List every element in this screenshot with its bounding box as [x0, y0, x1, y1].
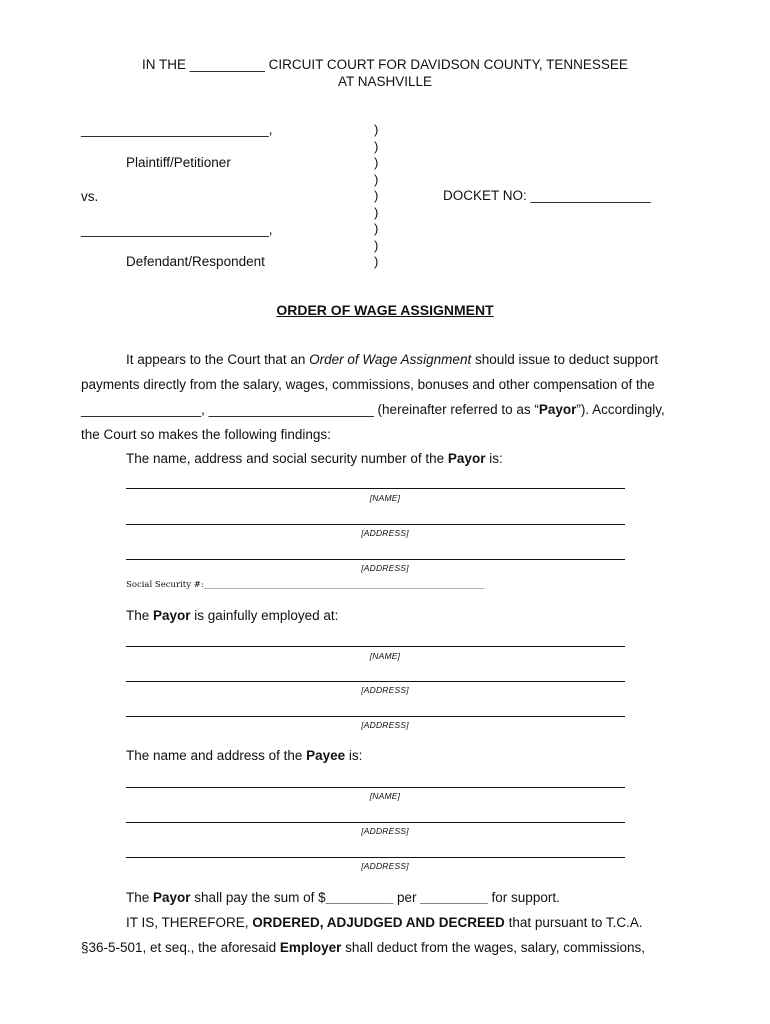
- intro-line1: It appears to the Court that an Order of Wage Assignment should issue to deduct support: [126, 352, 659, 367]
- payee-address2-line: [126, 857, 625, 858]
- caption-paren: ): [374, 188, 379, 203]
- court-header-line1: IN THE __________ CIRCUIT COURT FOR DAVIDSON COUNTY, TENNESSEE: [142, 57, 628, 72]
- defendant-label: Defendant/Respondent: [126, 254, 265, 269]
- employer-address-line: [126, 681, 625, 682]
- plaintiff-label: Plaintiff/Petitioner: [126, 155, 231, 170]
- payor-intro: The name, address and social security number of the Payor is:: [126, 451, 503, 466]
- employer-address2-line: [126, 716, 625, 717]
- payor-name-line: [126, 488, 625, 489]
- payor-address2-caption: [ADDRESS]: [361, 563, 409, 573]
- payee-intro: The name and address of the Payee is:: [126, 748, 363, 763]
- plaintiff-name-blank: _________________________,: [81, 122, 273, 137]
- employer-address-caption: [ADDRESS]: [361, 685, 409, 695]
- payor-address-line: [126, 524, 625, 525]
- payor-name-caption: [NAME]: [369, 493, 401, 503]
- court-header-line2: AT NASHVILLE: [337, 74, 433, 89]
- payee-address2-caption: [ADDRESS]: [361, 861, 409, 871]
- intro-line2: payments directly from the salary, wages, commissions, bonuses and other compensation of the: [81, 377, 655, 392]
- intro-line4: the Court so makes the following findings:: [81, 427, 331, 442]
- payor-address-caption: [ADDRESS]: [361, 528, 409, 538]
- ordered-line: IT IS, THEREFORE, ORDERED, ADJUDGED AND DECREED that pursuant to T.C.A.: [126, 915, 643, 930]
- caption-paren: ): [374, 221, 379, 236]
- ssn-label: Social Security #:__________________________________________________________________: [126, 580, 485, 590]
- caption-paren: ): [374, 122, 379, 137]
- document-title: ORDER OF WAGE ASSIGNMENT: [276, 302, 494, 318]
- caption-paren: ): [374, 155, 379, 170]
- payee-name-caption: [NAME]: [369, 791, 401, 801]
- payment-terms: The Payor shall pay the sum of $_________ per _________ for support.: [126, 890, 560, 905]
- employer-name-caption: [NAME]: [369, 651, 401, 661]
- payor-address2-line: [126, 559, 625, 560]
- caption-paren: ): [374, 254, 379, 269]
- caption-paren: ): [374, 205, 379, 220]
- payee-address-caption: [ADDRESS]: [361, 826, 409, 836]
- versus-label: vs.: [81, 189, 99, 204]
- docket-number: DOCKET NO: ________________: [443, 188, 651, 203]
- employer-name-line: [126, 646, 625, 647]
- payee-name-line: [126, 787, 625, 788]
- caption-paren: ): [374, 238, 379, 253]
- intro-line3: ________________, ______________________ (hereinafter referred to as “Payor”). Accordingly,: [81, 402, 665, 417]
- employer-address2-caption: [ADDRESS]: [361, 720, 409, 730]
- defendant-name-blank: _________________________,: [81, 222, 273, 237]
- payee-address-line: [126, 822, 625, 823]
- employer-deduct-line: §36-5-501, et seq., the aforesaid Employer shall deduct from the wages, salary, commissions,: [81, 940, 646, 955]
- caption-paren: ): [374, 172, 379, 187]
- employed-intro: The Payor is gainfully employed at:: [126, 608, 339, 623]
- caption-paren: ): [374, 139, 379, 154]
